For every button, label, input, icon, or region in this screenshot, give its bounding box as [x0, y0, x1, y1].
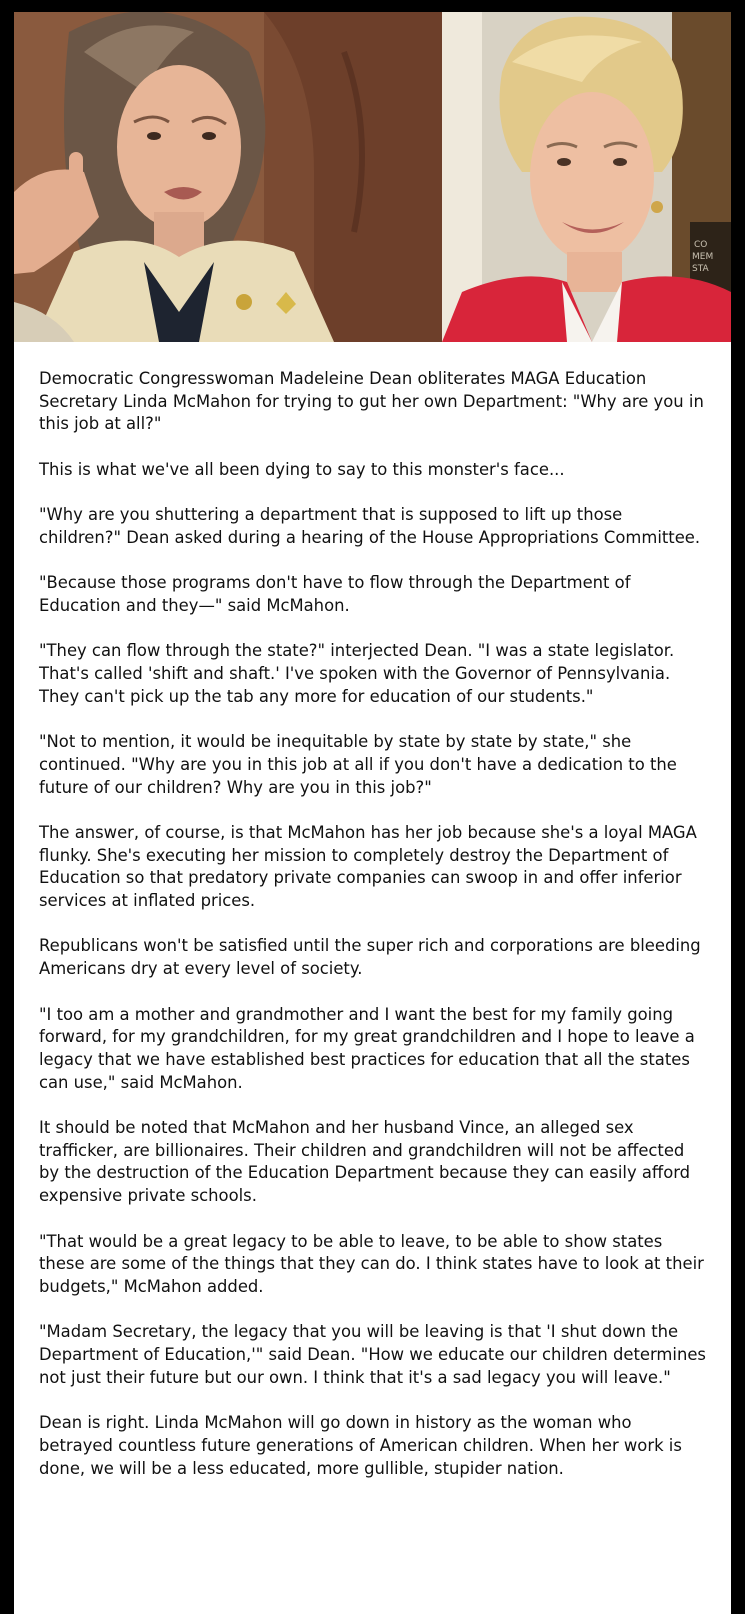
paragraph-8: Republicans won't be satisfied until the super rich and corporations are bleeding Americans dry at every level of society.	[39, 936, 701, 979]
paragraph-1: Democratic Congresswoman Madeleine Dean obliterates MAGA Education Secretary Linda McMahon for trying to gut her own Department: "Why are you in this job at all?"	[39, 369, 704, 434]
paragraph-2: This is what we've all been dying to say to this monster's face...	[39, 459, 565, 479]
paragraph-9: "I too am a mother and grandmother and I want the best for my family going forward, for my grandchildren, for my great grandchildren and I hope to leave a legacy that we have established best practices for education that all the states can use," said McMahon.	[39, 1004, 695, 1092]
paragraph-7: The answer, of course, is that McMahon has her job because she's a loyal MAGA flunky. She's executing her mission to completely destroy the Department of Education so that predatory private companies can swoop in and offer inferior services at inflated prices.	[39, 822, 697, 911]
name-plate-line-3: STA	[692, 264, 709, 274]
paragraph-5: "They can flow through the state?" interjected Dean. "I was a state legislator. That's called 'shift and shaft.' I've spoken with the Governor of Pennsylvania. They can't pick up the tab any more for education of our students."	[39, 641, 675, 706]
dean-photo-illustration	[14, 12, 442, 342]
paragraph-4: "Because those programs don't have to flow through the Department of Education and they—" said McMahon.	[39, 573, 631, 615]
photo-collage	[14, 12, 731, 342]
paragraph-11: "That would be a great legacy to be able to leave, to be able to show states these are some of the things that they can do. I think states have to look at their budgets," McMahon added.	[39, 1231, 704, 1296]
name-plate-line-1: CO	[694, 240, 708, 250]
name-plate-line-2: MEM	[692, 252, 714, 262]
article-body	[39, 368, 707, 1503]
photo-linda-mcmahon	[442, 12, 731, 342]
paragraph-13: Dean is right. Linda McMahon will go down in history as the woman who betrayed countless future generations of American children. When her work is done, we will be a less educated, more gullible, stupider nation.	[39, 1413, 682, 1478]
photo-madeleine-dean	[14, 12, 442, 342]
paragraph-10: It should be noted that McMahon and her husband Vince, an alleged sex trafficker, are billionaires. Their children and grandchildren will not be affected by the destruction of the Education Department because they can easily afford expensive private schools.	[39, 1118, 691, 1206]
paragraph-3: "Why are you shuttering a department that is supposed to lift up those children?" Dean asked during a hearing of the House Appropriations Committee.	[39, 505, 701, 547]
post-card	[14, 12, 731, 1614]
paragraph-12: "Madam Secretary, the legacy that you will be leaving is that 'I shut down the Department of Education,'" said Dean. "How we educate our children determines not just their future but our own. I think that it's a sad legacy you will leave."	[39, 1322, 706, 1387]
paragraph-6: "Not to mention, it would be inequitable by state by state by state," she continued. "Why are you in this job at all if you don't have a dedication to the future of our children? Why are you in this job?"	[39, 732, 677, 797]
mcmahon-photo-illustration	[442, 12, 731, 342]
